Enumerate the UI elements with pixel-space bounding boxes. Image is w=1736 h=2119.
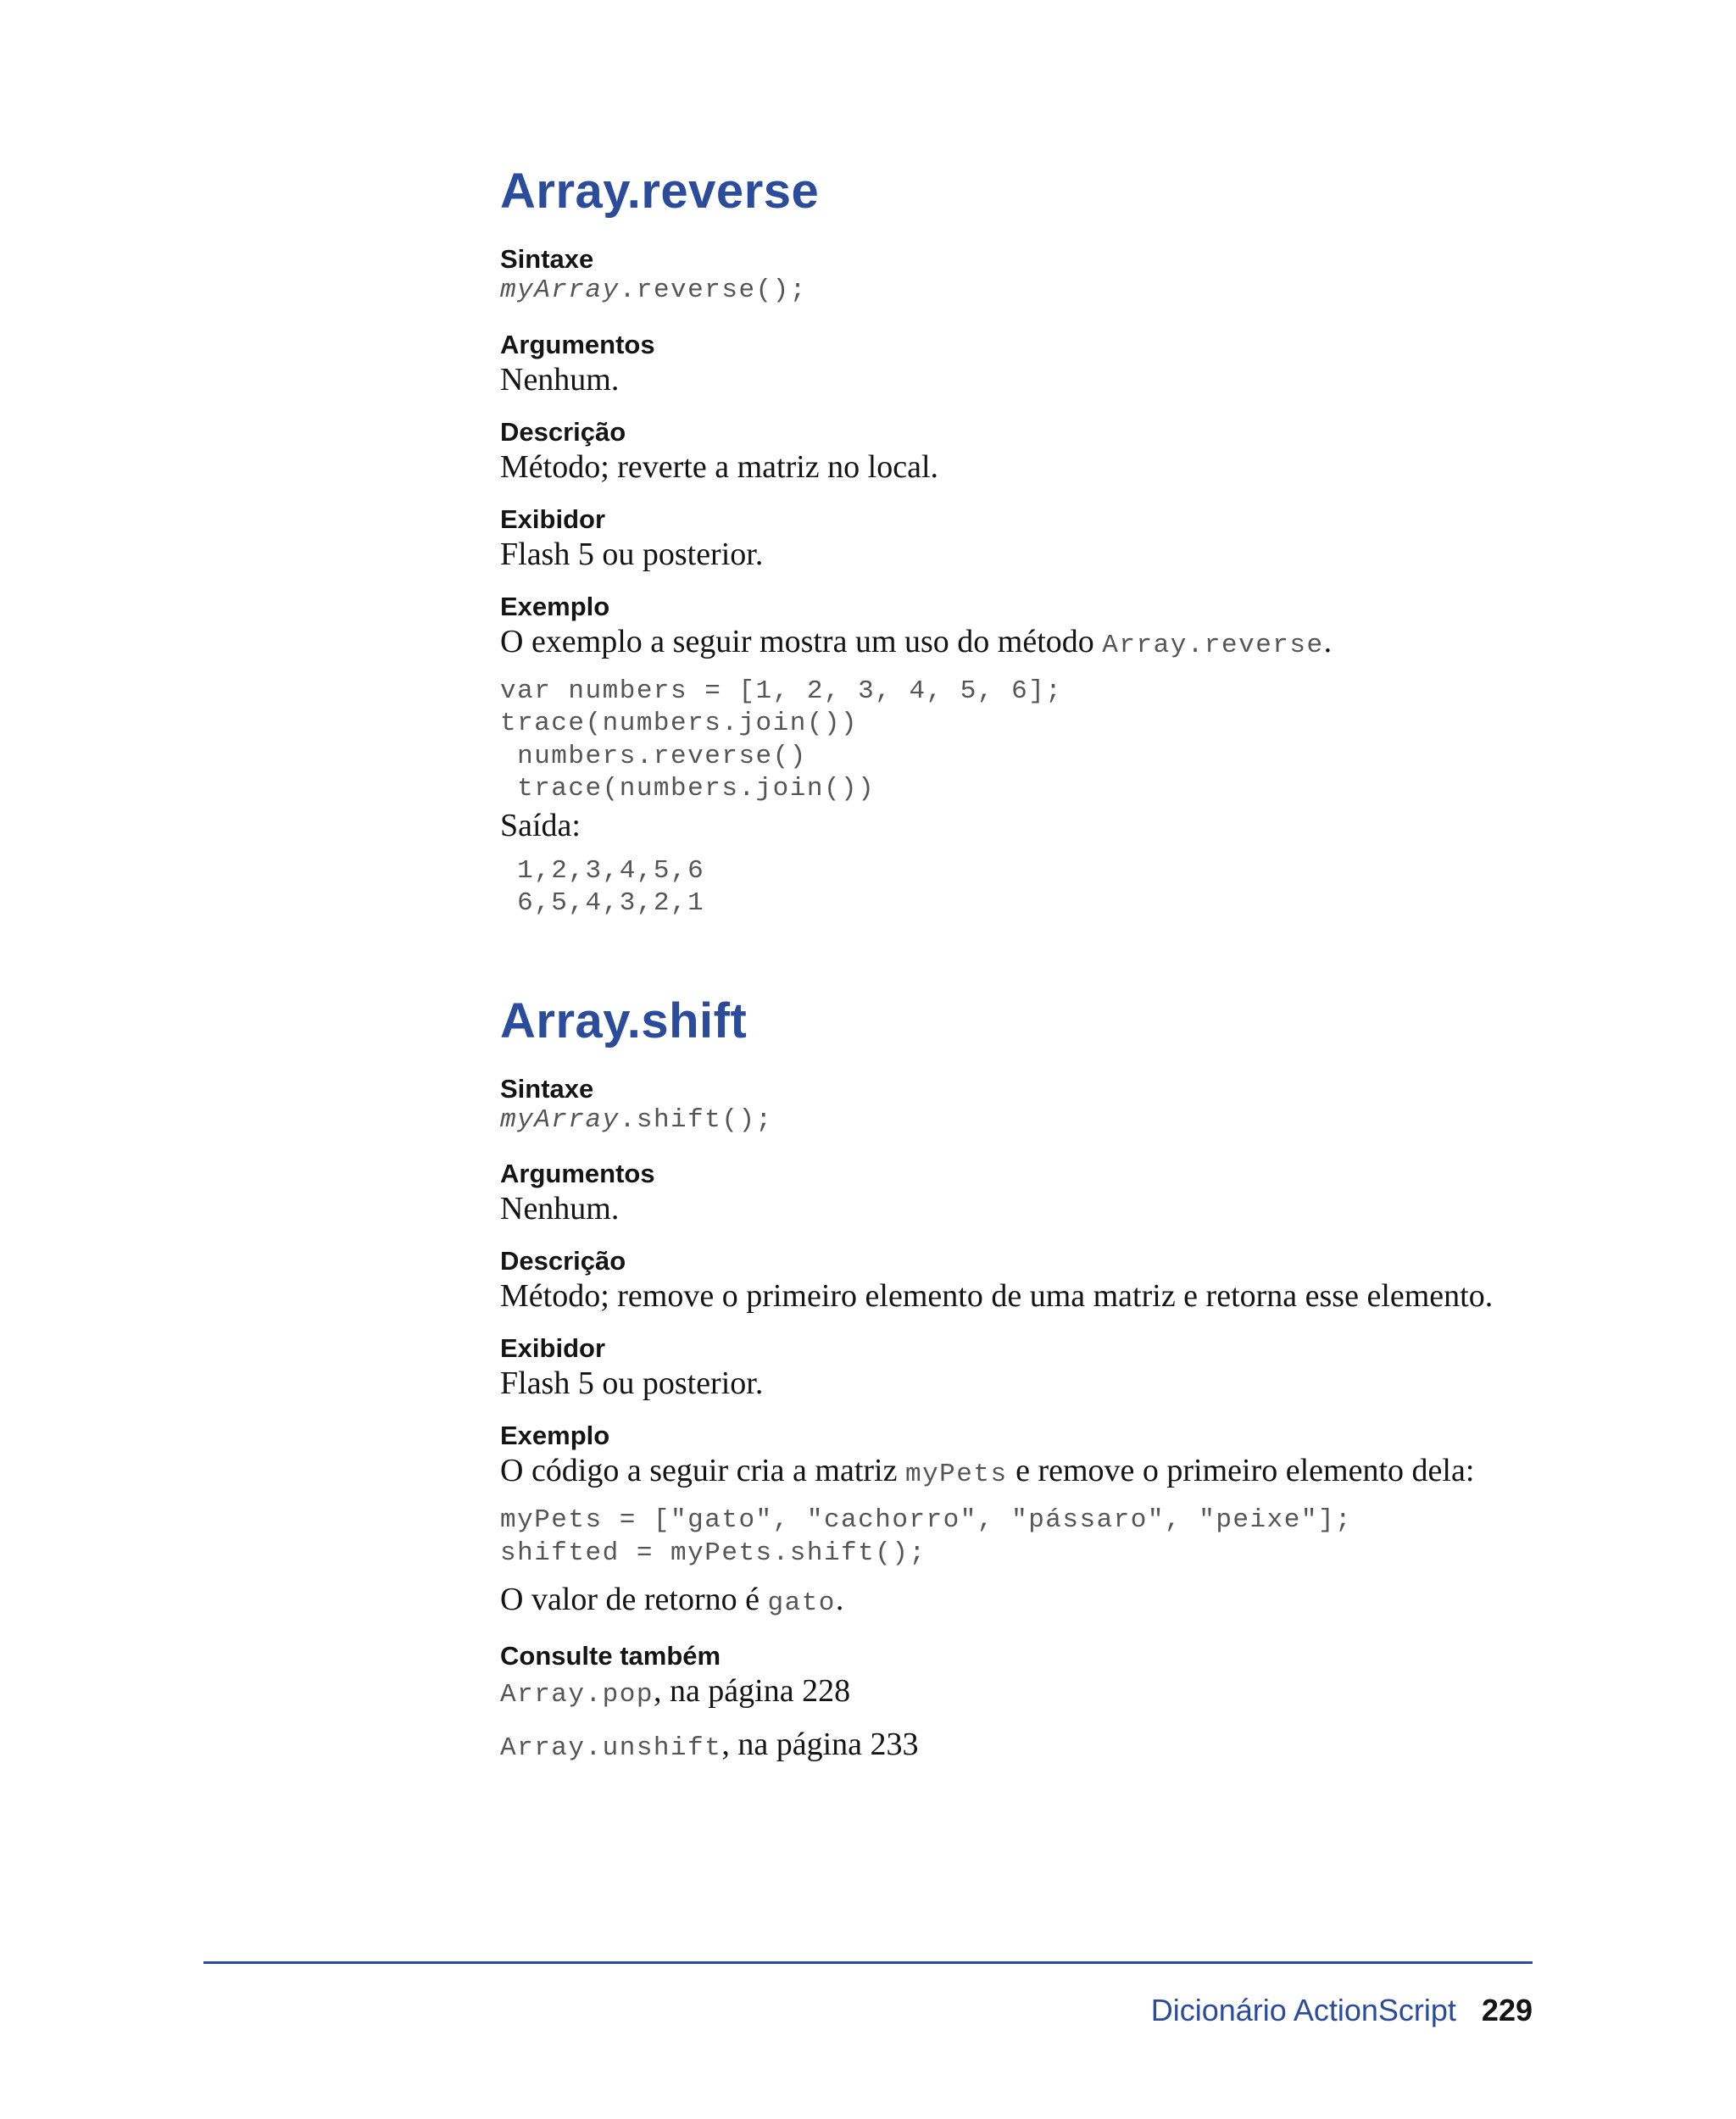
syntax-code [500, 275, 1560, 308]
example-text-pre: O código a seguir cria a matriz [500, 1453, 905, 1488]
arguments-label: Argumentos [500, 1159, 655, 1188]
output-label: Saída: [500, 807, 581, 843]
see-also-code[interactable]: Array.unshift [500, 1733, 722, 1763]
section-title-array-shift: Array.shift [500, 993, 748, 1048]
page-content [500, 158, 1560, 1768]
code-line: shifted = myPets.shift(); [500, 1538, 926, 1568]
page-footer [1151, 1992, 1533, 2029]
code-line: var numbers = [1, 2, 3, 4, 5, 6]; [500, 676, 1063, 706]
example-text [500, 622, 1560, 665]
syntax-code [500, 1104, 1560, 1137]
syntax-method: .reverse(); [619, 275, 807, 305]
arguments-text: Nenhum. [500, 1191, 620, 1226]
see-also-item-array-pop[interactable] [500, 1671, 1560, 1715]
player-label: Exibidor [500, 1333, 606, 1363]
description-label: Descrição [500, 1246, 626, 1276]
see-also-page: , na página 233 [721, 1727, 919, 1762]
example-code-block [500, 676, 1560, 806]
example-text [500, 1451, 1560, 1494]
see-also-label: Consulte também [500, 1641, 721, 1671]
see-also-page: , na página 228 [653, 1673, 851, 1709]
syntax-object: myArray [500, 1104, 620, 1135]
code-line: trace(numbers.join()) [500, 709, 859, 738]
player-text: Flash 5 ou posterior. [500, 536, 764, 572]
syntax-label: Sintaxe [500, 244, 594, 274]
return-inline-code: gato [767, 1588, 836, 1618]
example-text-post: e remove o primeiro elemento dela: [1007, 1453, 1475, 1488]
arguments-label: Argumentos [500, 329, 655, 359]
syntax-label: Sintaxe [500, 1073, 594, 1104]
example-code-block [500, 1504, 1560, 1570]
page-number: 229 [1481, 1993, 1533, 2027]
description-text: Método; reverte a matriz no local. [500, 448, 939, 485]
footer-title: Dicionário ActionScript [1150, 1993, 1456, 2027]
output-line: 6,5,4,3,2,1 [500, 888, 705, 918]
description-text: Método; remove o primeiro elemento de uma matriz e retorna esse elemento. [500, 1278, 1494, 1314]
player-label: Exibidor [500, 503, 606, 534]
footer-rule [203, 1961, 1533, 1964]
see-also-item-array-unshift[interactable] [500, 1725, 1560, 1768]
return-text-post: . [835, 1582, 844, 1617]
syntax-method: .shift(); [619, 1104, 773, 1135]
description-label: Descrição [500, 416, 626, 447]
section-title-array-reverse: Array.reverse [500, 164, 820, 219]
return-text-pre: O valor de retorno é [500, 1582, 768, 1617]
return-value-text [500, 1580, 1560, 1623]
example-text-post: . [1323, 623, 1333, 659]
example-inline-code: Array.reverse [1102, 630, 1324, 660]
player-text: Flash 5 ou posterior. [500, 1365, 764, 1401]
example-inline-code: myPets [904, 1460, 1008, 1489]
example-label: Exemplo [500, 591, 610, 621]
output-line: 1,2,3,4,5,6 [500, 855, 705, 886]
output-code-block [500, 855, 1560, 920]
arguments-text: Nenhum. [500, 361, 620, 398]
see-also-code[interactable]: Array.pop [500, 1680, 654, 1710]
code-line: numbers.reverse() [500, 741, 807, 771]
example-label: Exemplo [500, 1421, 610, 1450]
code-line: myPets = ["gato", "cachorro", "pássaro", "peixe"]; [500, 1505, 1353, 1535]
example-text-pre: O exemplo a seguir mostra um uso do método [500, 623, 1103, 659]
syntax-object: myArray [500, 275, 620, 305]
code-line: trace(numbers.join()) [500, 774, 876, 804]
